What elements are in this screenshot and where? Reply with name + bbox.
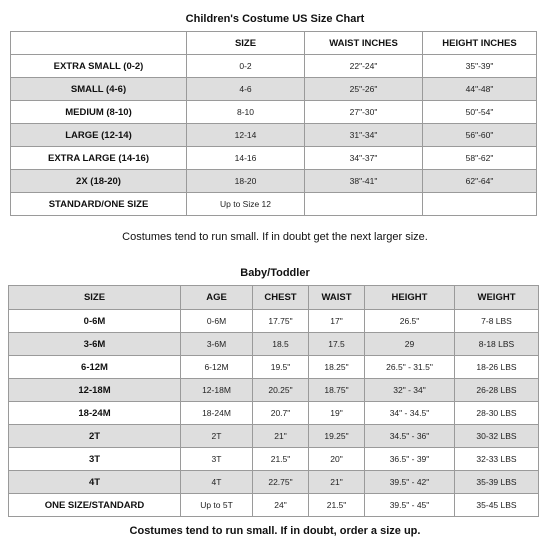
value-cell: 7-8 LBS xyxy=(455,310,539,333)
table-row xyxy=(11,193,537,216)
value-cell: 39.5" - 42" xyxy=(365,471,455,494)
value-cell: 17.75" xyxy=(253,310,309,333)
value-cell: 22.75" xyxy=(253,471,309,494)
size-label-cell: 6-12M xyxy=(9,356,181,379)
column-header xyxy=(11,32,187,55)
size-label-cell: 0-6M xyxy=(9,310,181,333)
size-label-cell: 2T xyxy=(9,425,181,448)
value-cell: 18-26 LBS xyxy=(455,356,539,379)
value-cell: 8-10 xyxy=(187,101,305,124)
value-cell: 12-18M xyxy=(181,379,253,402)
children-chart-note: Costumes tend to run small. If in doubt get the next larger size. xyxy=(122,231,428,243)
value-cell: 4T xyxy=(181,471,253,494)
value-cell: 19.5" xyxy=(253,356,309,379)
value-cell: 31"-34" xyxy=(305,124,423,147)
table-row xyxy=(9,333,539,356)
value-cell: 26-28 LBS xyxy=(455,379,539,402)
column-header: WAIST xyxy=(309,286,365,310)
size-label-cell: 2X (18-20) xyxy=(11,170,187,193)
value-cell: Up to Size 12 xyxy=(187,193,305,216)
value-cell: 27"-30" xyxy=(305,101,423,124)
table-row xyxy=(11,170,537,193)
column-header: CHEST xyxy=(253,286,309,310)
value-cell: 6-12M xyxy=(181,356,253,379)
value-cell: 30-32 LBS xyxy=(455,425,539,448)
value-cell: 22"-24" xyxy=(305,55,423,78)
table-row xyxy=(11,147,537,170)
column-header: SIZE xyxy=(9,286,181,310)
value-cell: 3T xyxy=(181,448,253,471)
size-label-cell: STANDARD/ONE SIZE xyxy=(11,193,187,216)
table-row xyxy=(9,494,539,517)
size-label-cell: 3T xyxy=(9,448,181,471)
size-label-cell: MEDIUM (8-10) xyxy=(11,101,187,124)
header-row xyxy=(11,32,537,55)
value-cell: 34.5" - 36" xyxy=(365,425,455,448)
value-cell: 18-20 xyxy=(187,170,305,193)
table-row xyxy=(11,78,537,101)
table-row xyxy=(9,310,539,333)
column-header: WEIGHT xyxy=(455,286,539,310)
baby-toddler-table xyxy=(8,285,539,517)
value-cell: 34"-37" xyxy=(305,147,423,170)
size-label-cell: LARGE (12-14) xyxy=(11,124,187,147)
size-label-cell: EXTRA SMALL (0-2) xyxy=(11,55,187,78)
value-cell: 35"-39" xyxy=(423,55,537,78)
table-row xyxy=(9,402,539,425)
value-cell: 0-6M xyxy=(181,310,253,333)
value-cell: 50"-54" xyxy=(423,101,537,124)
value-cell: 19" xyxy=(309,402,365,425)
value-cell: 17" xyxy=(309,310,365,333)
value-cell: 21" xyxy=(253,425,309,448)
table-row xyxy=(11,101,537,124)
value-cell: 21" xyxy=(309,471,365,494)
size-label-cell: EXTRA LARGE (14-16) xyxy=(11,147,187,170)
value-cell: 36.5" - 39" xyxy=(365,448,455,471)
children-size-table xyxy=(10,31,537,216)
value-cell: 56"-60" xyxy=(423,124,537,147)
children-chart-title: Children's Costume US Size Chart xyxy=(185,13,365,25)
value-cell: 18-24M xyxy=(181,402,253,425)
value-cell: 17.5 xyxy=(309,333,365,356)
table-row xyxy=(9,356,539,379)
value-cell xyxy=(305,193,423,216)
value-cell: 32" - 34" xyxy=(365,379,455,402)
value-cell: 18.25" xyxy=(309,356,365,379)
size-label-cell: SMALL (4-6) xyxy=(11,78,187,101)
value-cell: 35-39 LBS xyxy=(455,471,539,494)
value-cell: 44"-48" xyxy=(423,78,537,101)
value-cell: Up to 5T xyxy=(181,494,253,517)
table-row xyxy=(9,425,539,448)
value-cell: 18.75" xyxy=(309,379,365,402)
value-cell: 4-6 xyxy=(187,78,305,101)
value-cell xyxy=(423,193,537,216)
column-header: HEIGHT xyxy=(365,286,455,310)
value-cell: 18.5 xyxy=(253,333,309,356)
size-label-cell: 18-24M xyxy=(9,402,181,425)
value-cell: 39.5" - 45" xyxy=(365,494,455,517)
value-cell: 34" - 34.5" xyxy=(365,402,455,425)
size-label-cell: 3-6M xyxy=(9,333,181,356)
value-cell: 20.25" xyxy=(253,379,309,402)
value-cell: 25"-26" xyxy=(305,78,423,101)
value-cell: 58"-62" xyxy=(423,147,537,170)
baby-chart-title: Baby/Toddler xyxy=(240,267,310,279)
value-cell: 35-45 LBS xyxy=(455,494,539,517)
header-row xyxy=(9,286,539,310)
table-row xyxy=(9,379,539,402)
value-cell: 8-18 LBS xyxy=(455,333,539,356)
value-cell: 28-30 LBS xyxy=(455,402,539,425)
value-cell: 14-16 xyxy=(187,147,305,170)
size-label-cell: 4T xyxy=(9,471,181,494)
table-row xyxy=(11,124,537,147)
value-cell: 24" xyxy=(253,494,309,517)
value-cell: 20" xyxy=(309,448,365,471)
value-cell: 26.5" xyxy=(365,310,455,333)
value-cell: 26.5" - 31.5" xyxy=(365,356,455,379)
size-label-cell: ONE SIZE/STANDARD xyxy=(9,494,181,517)
table-row xyxy=(9,471,539,494)
value-cell: 21.5" xyxy=(309,494,365,517)
column-header: AGE xyxy=(181,286,253,310)
value-cell: 21.5" xyxy=(253,448,309,471)
value-cell: 32-33 LBS xyxy=(455,448,539,471)
size-label-cell: 12-18M xyxy=(9,379,181,402)
baby-chart-note: Costumes tend to run small. If in doubt, order a size up. xyxy=(129,525,421,537)
value-cell: 62"-64" xyxy=(423,170,537,193)
value-cell: 29 xyxy=(365,333,455,356)
column-header: WAIST INCHES xyxy=(305,32,423,55)
value-cell: 12-14 xyxy=(187,124,305,147)
table-row xyxy=(9,448,539,471)
value-cell: 38"-41" xyxy=(305,170,423,193)
value-cell: 20.7" xyxy=(253,402,309,425)
value-cell: 2T xyxy=(181,425,253,448)
value-cell: 19.25" xyxy=(309,425,365,448)
table-row xyxy=(11,55,537,78)
value-cell: 0-2 xyxy=(187,55,305,78)
column-header: SIZE xyxy=(187,32,305,55)
value-cell: 3-6M xyxy=(181,333,253,356)
column-header: HEIGHT INCHES xyxy=(423,32,537,55)
